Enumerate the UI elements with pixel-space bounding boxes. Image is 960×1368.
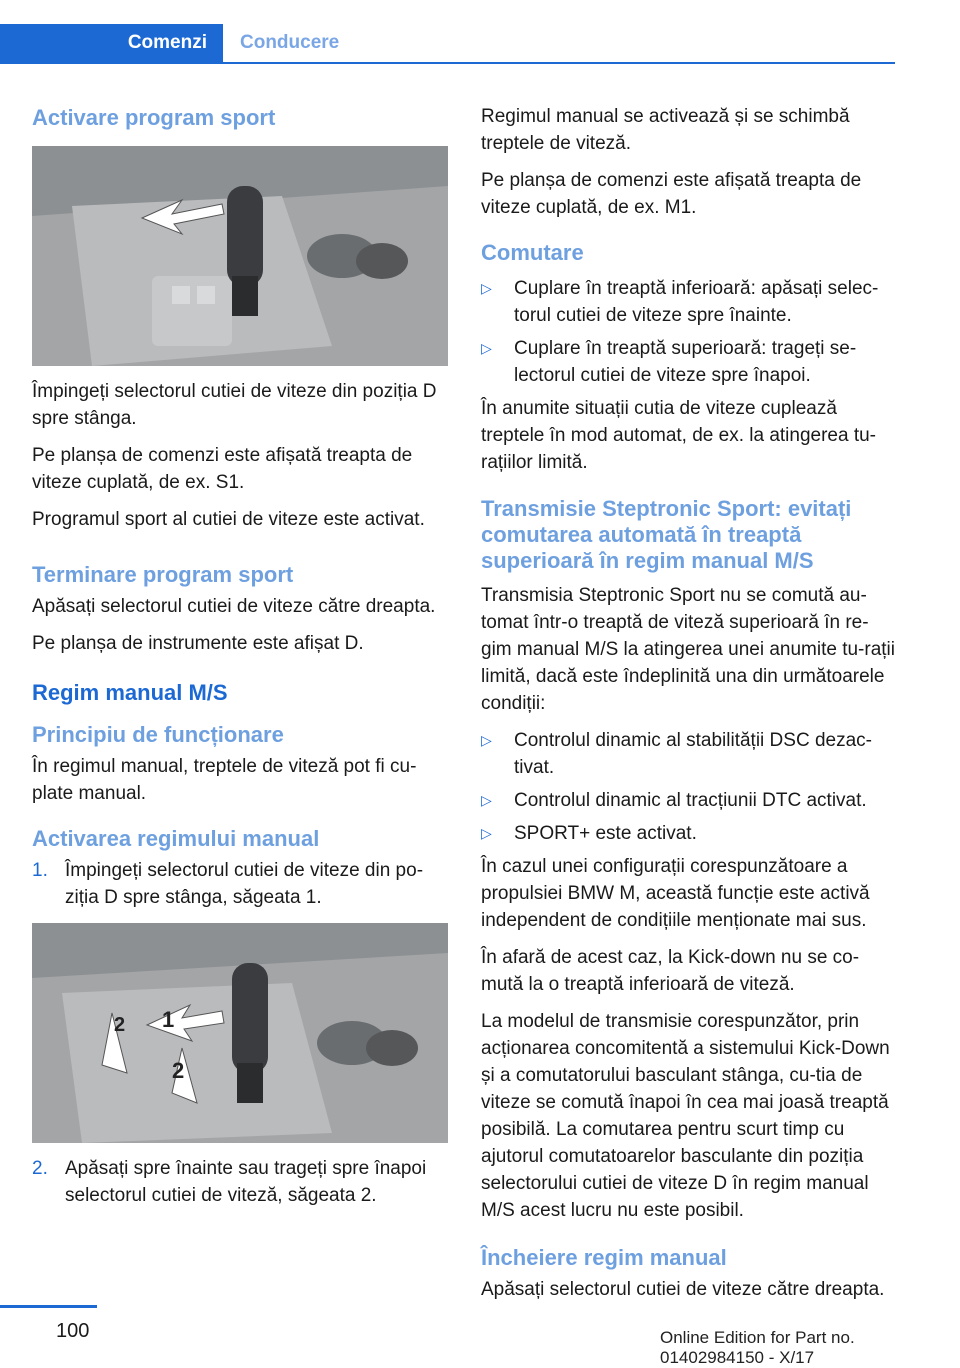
paragraph: Programul sport al cutiei de viteze este activat. xyxy=(32,509,425,530)
gear-selector-photo-manual xyxy=(32,923,448,1143)
heading-comutare: Comutare xyxy=(481,240,584,265)
paragraph: În cazul unei configurații corespunzătoare a propulsiei BMW M, această funcție este activă independent de condițiile menționate mai sus. xyxy=(481,856,870,931)
chapter-tab-bar xyxy=(0,24,895,64)
paragraph: Apăsați selectorul cutiei de viteze către dreapta. xyxy=(481,1279,885,1300)
list-item-text: SPORT+ este activat. xyxy=(514,823,697,844)
paragraph: Pe planșa de comenzi este afișată treapta de viteze cuplată, de ex. S1. xyxy=(32,445,413,493)
triangle-right-icon: ▷ xyxy=(481,732,492,748)
paragraph: Transmisia Steptronic Sport nu se comută au-tomat într-o treaptă de viteză superioară în re-gim manual M/S la atingerea unei anumite tu-rații limită, dacă este îndeplinită una din următoarele condiții: xyxy=(481,585,895,714)
paragraph: În regimul manual, treptele de viteză pot fi cu-plate manual. xyxy=(32,756,417,804)
tab-conducere[interactable]: Conducere xyxy=(240,32,340,53)
heading-activarea-regimului-manual: Activarea regimului manual xyxy=(32,826,320,851)
heading-principiu-de-functionare: Principiu de funcționare xyxy=(32,722,284,747)
step-number: 2. xyxy=(32,1158,48,1179)
list-item xyxy=(481,275,897,329)
list-item-text: Cuplare în treaptă inferioară: apăsați selec-torul cutiei de viteze spre înainte. xyxy=(514,278,879,326)
heading-steptronic-sport: Transmisie Steptronic Sport: evitați comutarea automată în treaptă superioară în regim manual M/S xyxy=(481,496,852,573)
step-text: Împingeți selectorul cutiei de viteze din po-ziția D spre stânga, săgeata 1. xyxy=(65,860,424,908)
list-item xyxy=(481,820,897,847)
heading-terminare-program-sport: Terminare program sport xyxy=(32,562,294,587)
arrow-label-2b: 2 xyxy=(172,1058,185,1083)
paragraph: Împingeți selectorul cutiei de viteze din poziția D spre stânga. xyxy=(32,381,437,429)
numbered-step xyxy=(32,1155,448,1209)
list-item xyxy=(481,787,897,814)
step-text: Apăsați spre înainte sau trageți spre înapoi selectorul cutiei de viteză, săgeata 2. xyxy=(65,1158,427,1206)
footer-rule xyxy=(0,1305,97,1308)
list-item-text: Controlul dinamic al stabilității DSC dezac-tivat. xyxy=(514,730,872,778)
heading-activare-program-sport: Activare program sport xyxy=(32,105,276,130)
triangle-right-icon: ▷ xyxy=(481,340,492,356)
edition-note: Online Edition for Part no. 01402984150 - X/17 xyxy=(660,1328,855,1367)
paragraph: În anumite situații cutia de viteze cuplează treptele în mod automat, de ex. la atingerea tu-rațiilor limită. xyxy=(481,398,877,473)
numbered-step xyxy=(32,857,448,911)
paragraph: Apăsați selectorul cutiei de viteze către dreapta. xyxy=(32,596,436,617)
triangle-right-icon: ▷ xyxy=(481,825,492,841)
paragraph: Regimul manual se activează și se schimbă treptele de viteză. xyxy=(481,106,850,154)
list-item-text: Controlul dinamic al tracțiunii DTC activat. xyxy=(514,790,867,811)
gear-selector-photo-sport xyxy=(32,146,448,366)
paragraph: În afară de acest caz, la Kick-down nu se co-mută la o treaptă inferioară de viteză. xyxy=(481,947,860,995)
paragraph: Pe planșa de instrumente este afișat D. xyxy=(32,633,364,654)
arrow-label-2a: 2 xyxy=(114,1014,126,1036)
paragraph: Pe planșa de comenzi este afișată treapta de viteze cuplată, de ex. M1. xyxy=(481,170,862,218)
triangle-right-icon: ▷ xyxy=(481,792,492,808)
list-item xyxy=(481,727,897,781)
arrow-label-1: 1 xyxy=(162,1007,175,1032)
list-item-text: Cuplare în treaptă superioară: trageți se-lectorul cutiei de viteze spre înapoi. xyxy=(514,338,857,386)
page-number: 100 xyxy=(56,1320,90,1342)
heading-incheiere-regim-manual: Încheiere regim manual xyxy=(481,1245,727,1270)
triangle-right-icon: ▷ xyxy=(481,280,492,296)
paragraph: La modelul de transmisie corespunzător, prin acționarea concomitentă a sistemului Kick-Down și a comutatorului basculant stânga, cu-tia de viteze se comută înapoi în cea mai joasă treaptă posibilă. La comutarea pentru scurt timp cu ajutorul comutatoarelor basculante din poziția selectorului cutiei de viteze D în regim manual M/S acest lucru nu este posibil. xyxy=(481,1011,890,1221)
heading-regim-manual: Regim manual M/S xyxy=(32,680,228,705)
tab-comenzi[interactable]: Comenzi xyxy=(0,24,223,62)
step-number: 1. xyxy=(32,860,48,881)
left-column xyxy=(32,104,448,1219)
right-column xyxy=(481,103,897,1313)
list-item xyxy=(481,335,897,389)
